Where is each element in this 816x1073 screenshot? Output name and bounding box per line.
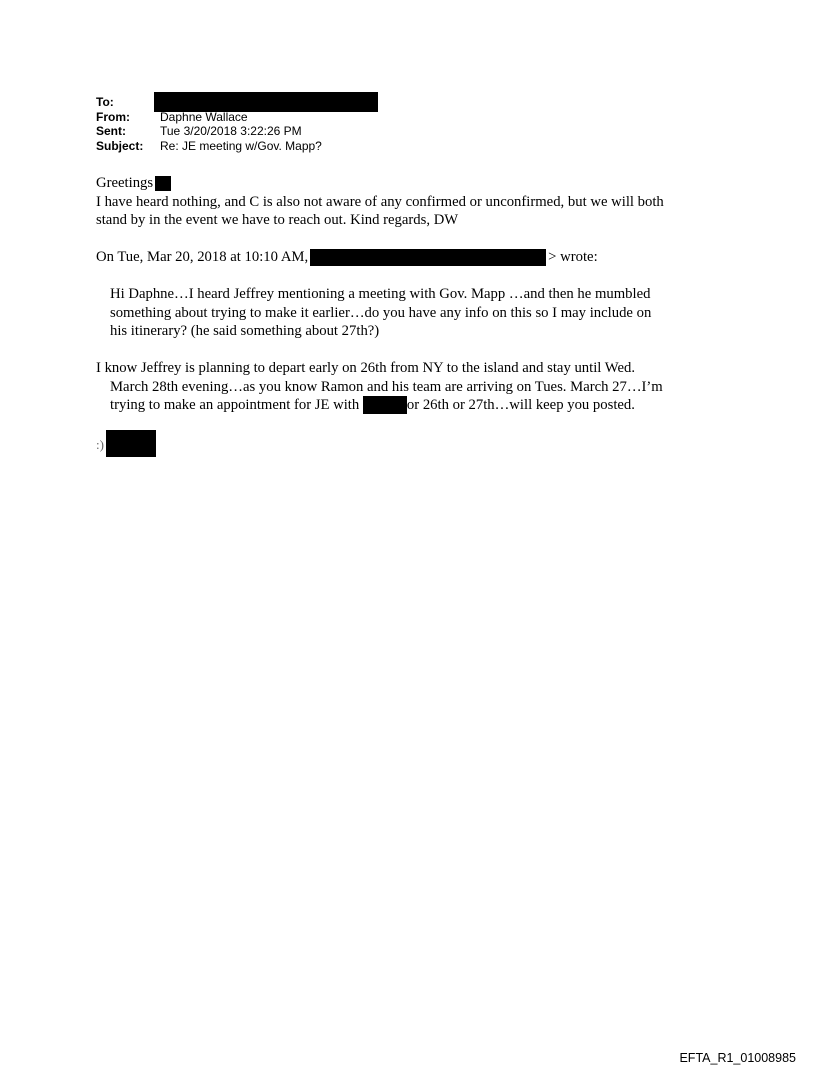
quote-header-prefix: On Tue, Mar 20, 2018 at 10:10 AM, — [96, 249, 309, 265]
sent-label: Sent: — [96, 124, 126, 138]
to-label: To: — [96, 95, 114, 109]
to-row — [96, 95, 378, 110]
quoted-line: March 28th evening…as you know Ramon and his team are arriving on Tues. March 27…I’m — [110, 378, 663, 395]
quoted-line: Hi Daphne…I heard Jeffrey mentioning a meeting with Gov. Mapp …and then he mumbled — [110, 286, 651, 302]
from-value: Daphne Wallace — [160, 109, 248, 124]
quote-header-line — [96, 248, 736, 267]
redaction-box — [310, 249, 546, 266]
redaction-box — [155, 176, 171, 191]
bates-number: EFTA_R1_01008985 — [679, 1051, 796, 1065]
quoted-text: or 26th or 27th…will keep you posted. — [406, 397, 635, 413]
greeting-text: Greetings — [96, 175, 154, 191]
quoted-line: I know Jeffrey is planning to depart early on 26th from NY to the island and stay until Wed. — [96, 360, 636, 376]
email-header — [96, 95, 378, 153]
redaction-box — [106, 430, 156, 457]
quote-header-suffix: > wrote: — [548, 249, 598, 265]
quoted-line: something about trying to make it earlier…do you have any info on this so I may include on — [110, 304, 652, 321]
sent-value: Tue 3/20/2018 3:22:26 PM — [160, 124, 302, 138]
sent-row — [96, 124, 378, 139]
signoff — [96, 430, 156, 457]
quoted-line-with-redaction — [96, 396, 736, 415]
reply-line: I have heard nothing, and C is also not aware of any confirmed or unconfirmed, but we will both — [96, 193, 664, 210]
reply-line: stand by in the event we have to reach out. Kind regards, DW — [96, 212, 459, 228]
quoted-line: his itinerary? (he said something about 27th?) — [110, 323, 380, 339]
reply-body — [96, 174, 736, 230]
redaction-box — [363, 396, 407, 414]
from-label: From: — [96, 109, 130, 124]
quoted-paragraph-2 — [96, 359, 736, 415]
subject-value: Re: JE meeting w/Gov. Mapp? — [160, 138, 322, 153]
quoted-paragraph-1 — [96, 285, 736, 341]
greeting-line — [96, 174, 736, 193]
quote-header — [96, 248, 736, 267]
quoted-text: trying to make an appointment for JE with — [110, 397, 363, 413]
signoff-text: :) — [96, 437, 104, 452]
subject-label: Subject: — [96, 138, 144, 153]
subject-row — [96, 139, 378, 154]
